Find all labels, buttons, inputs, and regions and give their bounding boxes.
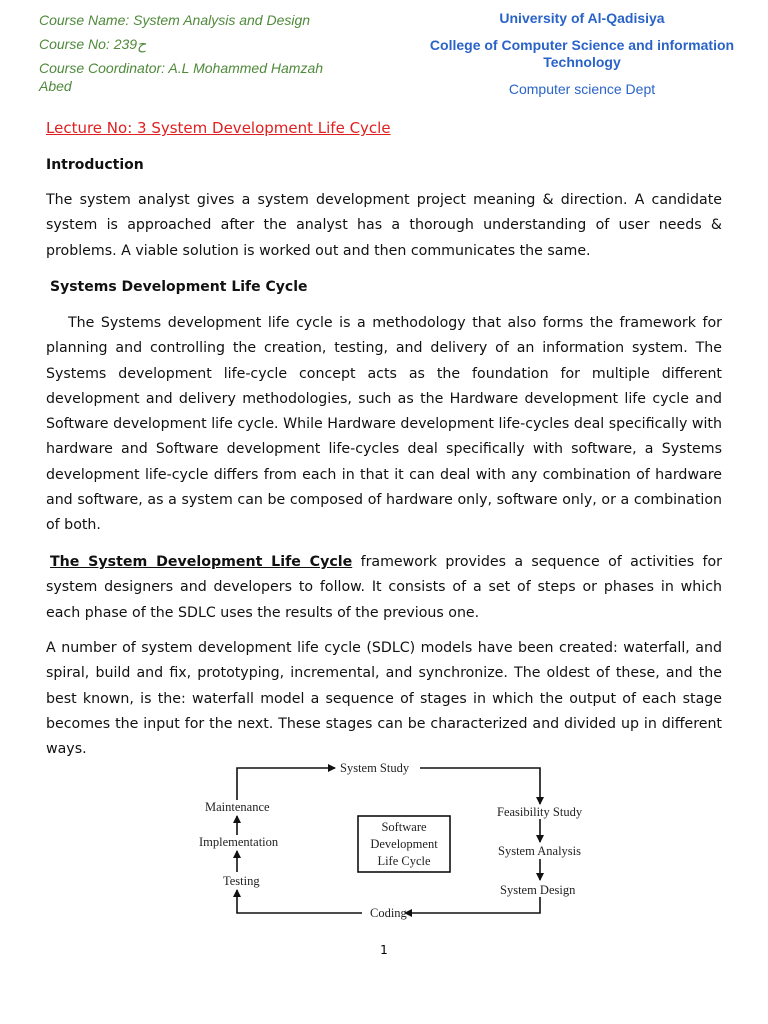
college-name: College of Computer Science and information Technology bbox=[429, 37, 735, 70]
framework-paragraph bbox=[46, 550, 722, 626]
stage-implementation: Implementation bbox=[199, 835, 279, 849]
department-name: Computer science Dept bbox=[508, 81, 656, 97]
center-label-3: Life Cycle bbox=[377, 854, 431, 868]
sdlc-heading: Systems Development Life Cycle bbox=[50, 279, 308, 295]
stage-system-study: System Study bbox=[340, 761, 410, 775]
introduction-paragraph: The system analyst gives a system development project meaning & direction. A candidate system is approached after the analyst has a thorough understanding of user needs & problems. A viable solution is worked out and then communicates the same. bbox=[46, 192, 722, 259]
page-number: 1 bbox=[380, 943, 388, 957]
sdlc-paragraph: The Systems development life cycle is a methodology that also forms the framework for planning and controlling the creation, testing, and delivery of an information system. The Systems development life-cycle concept acts as the foundation for multiple different development and delivery methodologies, such as the Hardware development life cycle and Software development life cycle. While Hardware development life-cycles deal specifically with hardware and Software development life-cycles deal specifically with software, a Systems development life-cycle differs from each in that it can deal with any combination of hardware and software, as a system can be composed of hardware only, software only, or a combination of both. bbox=[46, 315, 722, 534]
center-label-1: Software bbox=[381, 820, 427, 834]
introduction-heading: Introduction bbox=[46, 157, 144, 173]
framework-lead: The System Development Life Cycle bbox=[50, 554, 353, 570]
course-name: Course Name: System Analysis and Design bbox=[39, 12, 311, 28]
course-number: Course No: 239ح bbox=[39, 36, 147, 52]
course-info bbox=[39, 11, 359, 101]
lecture-prefix: Lecture No: bbox=[46, 119, 133, 137]
arrow-to-coding bbox=[405, 897, 540, 913]
stage-coding: Coding bbox=[370, 906, 407, 920]
institution-info bbox=[420, 10, 744, 98]
center-label-2: Development bbox=[370, 837, 438, 851]
stage-testing: Testing bbox=[223, 874, 260, 888]
stage-system-design: System Design bbox=[500, 883, 576, 897]
lecture-title bbox=[46, 119, 391, 137]
framework-text: framework provides a sequence of activities for system designers and developers to follow. It consists of a set of steps or phases in which each phase of the SDLC uses the results of the previous one. bbox=[46, 554, 722, 621]
stage-system-analysis: System Analysis bbox=[498, 844, 581, 858]
sdlc-diagram bbox=[190, 752, 610, 924]
lecture-topic: 3 System Development Life Cycle bbox=[132, 119, 391, 137]
stage-maintenance: Maintenance bbox=[205, 800, 270, 814]
course-coordinator: Course Coordinator: A.L Mohammed Hamzah Abed bbox=[39, 60, 324, 94]
arrow-to-testing bbox=[237, 890, 362, 913]
models-paragraph: A number of system development life cycle (SDLC) models have been created: waterfall, and spiral, build and fix, prototyping, incremental, and synchronize. The oldest of these, and the best known, is the: waterfall model a sequence of stages in which the output of each stage becomes the input for the next. These stages can be characterized and divided up in different ways. bbox=[46, 640, 722, 758]
stage-feasibility-study: Feasibility Study bbox=[497, 805, 583, 819]
arrow-to-system-study bbox=[237, 768, 335, 800]
arrow-to-feasibility bbox=[420, 768, 540, 804]
university-name: University of Al-Qadisiya bbox=[499, 10, 665, 26]
